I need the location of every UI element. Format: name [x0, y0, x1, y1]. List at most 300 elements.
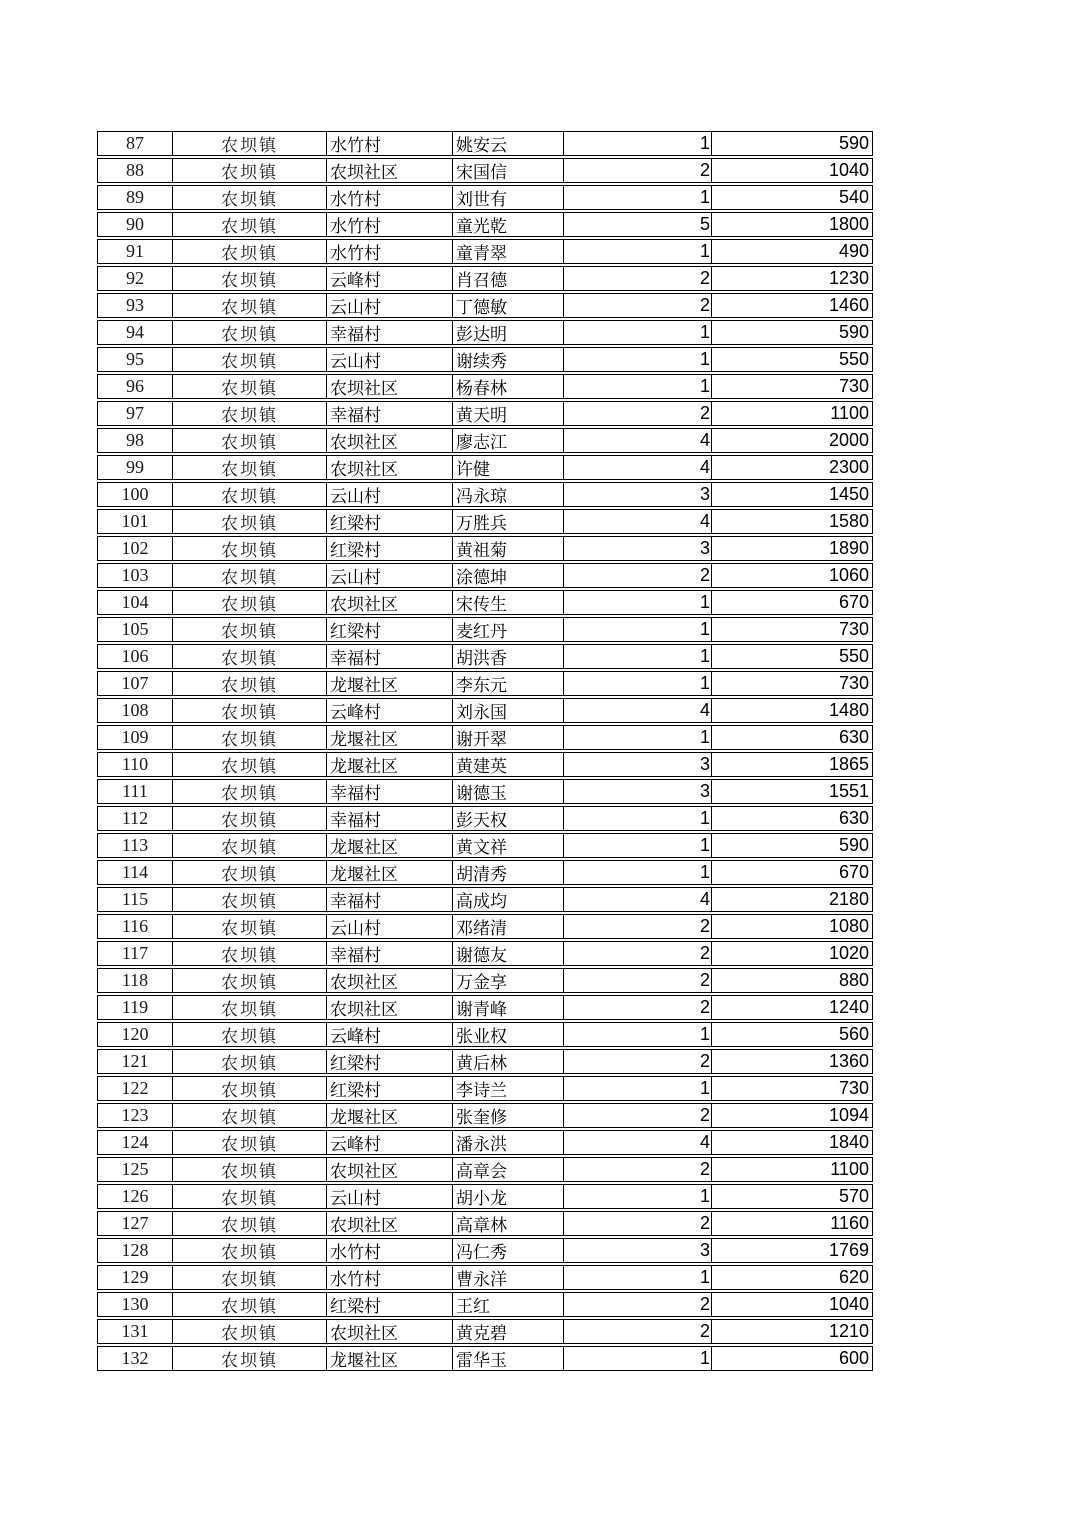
town-cell: 农坝镇 [173, 969, 327, 992]
amount-cell: 670 [838, 862, 869, 882]
amount-cell: 590 [838, 322, 869, 342]
row-number-cell: 123 [98, 1104, 173, 1127]
village-cell: 云峰村 [327, 267, 453, 290]
amount-cell: 490 [838, 241, 869, 261]
town-cell: 农坝镇 [173, 510, 327, 533]
town-cell: 农坝镇 [173, 1185, 327, 1208]
row-number-cell: 131 [98, 1320, 173, 1343]
row-number-cell: 100 [98, 483, 173, 506]
count-cell: 1 [564, 1077, 712, 1100]
amount-cell: 1100 [830, 403, 869, 423]
table-row [97, 1319, 873, 1344]
count-cell: 4 [564, 1131, 712, 1154]
amount-cell: 1480 [828, 700, 869, 720]
row-number-cell: 97 [98, 402, 173, 425]
village-cell: 云山村 [327, 348, 453, 371]
count-cell: 1 [564, 726, 712, 749]
table-row [97, 428, 873, 453]
table-row [97, 671, 873, 696]
person-name-cell: 黄后林 [453, 1050, 564, 1073]
count-cell: 3 [564, 753, 712, 776]
table-row [97, 1211, 873, 1236]
row-number-cell: 114 [98, 861, 173, 884]
person-name-cell: 黄克碧 [453, 1320, 564, 1343]
village-cell: 龙堰社区 [327, 861, 453, 884]
amount-cell: 1800 [828, 214, 869, 234]
table-row [97, 914, 873, 939]
town-cell: 农坝镇 [173, 375, 327, 398]
person-name-cell: 胡小龙 [453, 1185, 564, 1208]
table-row [97, 293, 873, 318]
count-cell: 2 [564, 1050, 712, 1073]
village-cell: 龙堰社区 [327, 1104, 453, 1127]
row-number-cell: 99 [98, 456, 173, 479]
person-name-cell: 胡清秀 [453, 861, 564, 884]
amount-cell: 730 [838, 376, 869, 396]
count-cell: 2 [564, 1104, 712, 1127]
village-cell: 云山村 [327, 294, 453, 317]
person-name-cell: 高成均 [453, 888, 564, 911]
count-cell: 1 [564, 186, 712, 209]
person-name-cell: 谢续秀 [453, 348, 564, 371]
village-cell: 水竹村 [327, 1239, 453, 1262]
table-row [97, 563, 873, 588]
row-number-cell: 116 [98, 915, 173, 938]
count-cell: 1 [564, 1023, 712, 1046]
count-cell: 2 [564, 294, 712, 317]
row-number-cell: 87 [98, 132, 173, 155]
person-name-cell: 姚安云 [453, 132, 564, 155]
person-name-cell: 童光乾 [453, 213, 564, 236]
amount-cell: 670 [838, 592, 869, 612]
person-name-cell: 宋国信 [453, 159, 564, 182]
village-cell: 幸福村 [327, 402, 453, 425]
town-cell: 农坝镇 [173, 267, 327, 290]
table-row [97, 1130, 873, 1155]
table-row [97, 1346, 873, 1371]
village-cell: 云山村 [327, 483, 453, 506]
town-cell: 农坝镇 [173, 1239, 327, 1262]
row-number-cell: 88 [98, 159, 173, 182]
row-number-cell: 128 [98, 1239, 173, 1262]
amount-cell: 1840 [828, 1132, 869, 1152]
table-row [97, 941, 873, 966]
row-number-cell: 120 [98, 1023, 173, 1046]
person-name-cell: 童青翠 [453, 240, 564, 263]
table-row [97, 887, 873, 912]
row-number-cell: 130 [98, 1293, 173, 1316]
table-row [97, 1049, 873, 1074]
table-row [97, 1292, 873, 1317]
village-cell: 水竹村 [327, 213, 453, 236]
village-cell: 农坝社区 [327, 159, 453, 182]
amount-cell: 730 [838, 673, 869, 693]
person-name-cell: 麦红丹 [453, 618, 564, 641]
count-cell: 2 [564, 402, 712, 425]
row-number-cell: 129 [98, 1266, 173, 1289]
person-name-cell: 雷华玉 [453, 1347, 564, 1370]
table-row [97, 374, 873, 399]
count-cell: 1 [564, 672, 712, 695]
village-cell: 农坝社区 [327, 591, 453, 614]
count-cell: 1 [564, 834, 712, 857]
amount-cell: 1450 [828, 484, 869, 504]
village-cell: 农坝社区 [327, 429, 453, 452]
person-name-cell: 谢开翠 [453, 726, 564, 749]
row-number-cell: 111 [98, 780, 173, 803]
count-cell: 1 [564, 240, 712, 263]
village-cell: 幸福村 [327, 888, 453, 911]
table-row [97, 617, 873, 642]
table-row [97, 482, 873, 507]
count-cell: 3 [564, 483, 712, 506]
village-cell: 幸福村 [327, 942, 453, 965]
amount-cell: 590 [838, 133, 869, 153]
amount-cell: 1230 [828, 268, 869, 288]
town-cell: 农坝镇 [173, 402, 327, 425]
table-row [97, 455, 873, 480]
village-cell: 云山村 [327, 1185, 453, 1208]
village-cell: 幸福村 [327, 807, 453, 830]
village-cell: 云峰村 [327, 1131, 453, 1154]
row-number-cell: 118 [98, 969, 173, 992]
town-cell: 农坝镇 [173, 618, 327, 641]
person-name-cell: 冯仁秀 [453, 1239, 564, 1262]
count-cell: 2 [564, 159, 712, 182]
amount-cell: 1020 [828, 943, 869, 963]
amount-cell: 1210 [828, 1321, 869, 1341]
person-name-cell: 胡洪香 [453, 645, 564, 668]
town-cell: 农坝镇 [173, 564, 327, 587]
row-number-cell: 121 [98, 1050, 173, 1073]
person-name-cell: 邓绪清 [453, 915, 564, 938]
count-cell: 1 [564, 132, 712, 155]
count-cell: 2 [564, 942, 712, 965]
table-row [97, 752, 873, 777]
beneficiary-table [97, 131, 873, 1373]
amount-cell: 880 [838, 970, 869, 990]
town-cell: 农坝镇 [173, 1320, 327, 1343]
count-cell: 1 [564, 1347, 712, 1370]
person-name-cell: 许健 [453, 456, 564, 479]
village-cell: 农坝社区 [327, 375, 453, 398]
town-cell: 农坝镇 [173, 132, 327, 155]
amount-cell: 540 [838, 187, 869, 207]
amount-cell: 730 [838, 1078, 869, 1098]
table-row [97, 968, 873, 993]
town-cell: 农坝镇 [173, 213, 327, 236]
amount-cell: 1240 [828, 997, 869, 1017]
town-cell: 农坝镇 [173, 1131, 327, 1154]
town-cell: 农坝镇 [173, 483, 327, 506]
person-name-cell: 谢德玉 [453, 780, 564, 803]
table-row [97, 1076, 873, 1101]
count-cell: 2 [564, 1293, 712, 1316]
row-number-cell: 96 [98, 375, 173, 398]
row-number-cell: 102 [98, 537, 173, 560]
village-cell: 红梁村 [327, 1050, 453, 1073]
amount-cell: 1040 [828, 160, 869, 180]
count-cell: 3 [564, 537, 712, 560]
amount-cell: 730 [838, 619, 869, 639]
town-cell: 农坝镇 [173, 915, 327, 938]
table-row [97, 266, 873, 291]
table-row [97, 158, 873, 183]
row-number-cell: 125 [98, 1158, 173, 1181]
village-cell: 农坝社区 [327, 456, 453, 479]
row-number-cell: 109 [98, 726, 173, 749]
row-number-cell: 89 [98, 186, 173, 209]
town-cell: 农坝镇 [173, 1023, 327, 1046]
person-name-cell: 黄建英 [453, 753, 564, 776]
table-row [97, 401, 873, 426]
amount-cell: 570 [838, 1186, 869, 1206]
count-cell: 1 [564, 348, 712, 371]
town-cell: 农坝镇 [173, 780, 327, 803]
person-name-cell: 涂德坤 [453, 564, 564, 587]
row-number-cell: 132 [98, 1347, 173, 1370]
row-number-cell: 119 [98, 996, 173, 1019]
amount-cell: 1865 [828, 754, 869, 774]
town-cell: 农坝镇 [173, 1347, 327, 1370]
count-cell: 1 [564, 861, 712, 884]
table-row [97, 1265, 873, 1290]
town-cell: 农坝镇 [173, 996, 327, 1019]
village-cell: 幸福村 [327, 321, 453, 344]
count-cell: 4 [564, 699, 712, 722]
table-row [97, 1103, 873, 1128]
town-cell: 农坝镇 [173, 834, 327, 857]
row-number-cell: 103 [98, 564, 173, 587]
row-number-cell: 127 [98, 1212, 173, 1235]
count-cell: 1 [564, 645, 712, 668]
person-name-cell: 张奎修 [453, 1104, 564, 1127]
person-name-cell: 谢青峰 [453, 996, 564, 1019]
table-row [97, 725, 873, 750]
town-cell: 农坝镇 [173, 645, 327, 668]
row-number-cell: 107 [98, 672, 173, 695]
table-row [97, 1238, 873, 1263]
town-cell: 农坝镇 [173, 186, 327, 209]
amount-cell: 630 [838, 727, 869, 747]
person-name-cell: 张业权 [453, 1023, 564, 1046]
village-cell: 农坝社区 [327, 969, 453, 992]
row-number-cell: 113 [98, 834, 173, 857]
count-cell: 5 [564, 213, 712, 236]
table-row [97, 239, 873, 264]
row-number-cell: 112 [98, 807, 173, 830]
village-cell: 红梁村 [327, 537, 453, 560]
table-row [97, 212, 873, 237]
village-cell: 水竹村 [327, 186, 453, 209]
row-number-cell: 98 [98, 429, 173, 452]
person-name-cell: 黄天明 [453, 402, 564, 425]
amount-cell: 560 [838, 1024, 869, 1044]
town-cell: 农坝镇 [173, 1212, 327, 1235]
row-number-cell: 115 [98, 888, 173, 911]
table-row [97, 536, 873, 561]
town-cell: 农坝镇 [173, 753, 327, 776]
count-cell: 2 [564, 915, 712, 938]
village-cell: 龙堰社区 [327, 726, 453, 749]
table-row [97, 131, 873, 156]
town-cell: 农坝镇 [173, 456, 327, 479]
town-cell: 农坝镇 [173, 321, 327, 344]
count-cell: 3 [564, 1239, 712, 1262]
person-name-cell: 杨春林 [453, 375, 564, 398]
row-number-cell: 122 [98, 1077, 173, 1100]
table-row [97, 833, 873, 858]
table-row [97, 185, 873, 210]
town-cell: 农坝镇 [173, 699, 327, 722]
amount-cell: 1580 [828, 511, 869, 531]
table-row [97, 995, 873, 1020]
person-name-cell: 宋传生 [453, 591, 564, 614]
count-cell: 4 [564, 888, 712, 911]
amount-cell: 550 [838, 349, 869, 369]
amount-cell: 1080 [828, 916, 869, 936]
town-cell: 农坝镇 [173, 159, 327, 182]
village-cell: 水竹村 [327, 132, 453, 155]
person-name-cell: 高章会 [453, 1158, 564, 1181]
table-row [97, 320, 873, 345]
village-cell: 龙堰社区 [327, 753, 453, 776]
village-cell: 红梁村 [327, 510, 453, 533]
table-row [97, 806, 873, 831]
person-name-cell: 丁德敏 [453, 294, 564, 317]
town-cell: 农坝镇 [173, 1293, 327, 1316]
town-cell: 农坝镇 [173, 240, 327, 263]
amount-cell: 1769 [828, 1240, 869, 1260]
person-name-cell: 彭达明 [453, 321, 564, 344]
person-name-cell: 谢德友 [453, 942, 564, 965]
village-cell: 云峰村 [327, 1023, 453, 1046]
amount-cell: 2180 [828, 889, 869, 909]
count-cell: 2 [564, 267, 712, 290]
amount-cell: 1551 [828, 781, 869, 801]
village-cell: 云山村 [327, 564, 453, 587]
person-name-cell: 高章林 [453, 1212, 564, 1235]
amount-cell: 590 [838, 835, 869, 855]
person-name-cell: 刘世有 [453, 186, 564, 209]
village-cell: 农坝社区 [327, 1320, 453, 1343]
person-name-cell: 黄文祥 [453, 834, 564, 857]
row-number-cell: 101 [98, 510, 173, 533]
row-number-cell: 104 [98, 591, 173, 614]
amount-cell: 2300 [828, 457, 869, 477]
amount-cell: 1094 [828, 1105, 869, 1125]
row-number-cell: 105 [98, 618, 173, 641]
table-row [97, 698, 873, 723]
table-row [97, 1022, 873, 1047]
count-cell: 4 [564, 456, 712, 479]
amount-cell: 1460 [828, 295, 869, 315]
row-number-cell: 106 [98, 645, 173, 668]
table-row [97, 860, 873, 885]
count-cell: 1 [564, 618, 712, 641]
village-cell: 农坝社区 [327, 996, 453, 1019]
amount-cell: 2000 [828, 430, 869, 450]
village-cell: 红梁村 [327, 618, 453, 641]
count-cell: 1 [564, 321, 712, 344]
person-name-cell: 李东元 [453, 672, 564, 695]
town-cell: 农坝镇 [173, 348, 327, 371]
town-cell: 农坝镇 [173, 591, 327, 614]
row-number-cell: 91 [98, 240, 173, 263]
person-name-cell: 彭天权 [453, 807, 564, 830]
village-cell: 水竹村 [327, 1266, 453, 1289]
amount-cell: 1100 [830, 1159, 869, 1179]
amount-cell: 550 [838, 646, 869, 666]
count-cell: 2 [564, 564, 712, 587]
person-name-cell: 李诗兰 [453, 1077, 564, 1100]
village-cell: 云山村 [327, 915, 453, 938]
town-cell: 农坝镇 [173, 888, 327, 911]
town-cell: 农坝镇 [173, 429, 327, 452]
count-cell: 1 [564, 591, 712, 614]
village-cell: 农坝社区 [327, 1212, 453, 1235]
count-cell: 2 [564, 1320, 712, 1343]
person-name-cell: 万胜兵 [453, 510, 564, 533]
town-cell: 农坝镇 [173, 807, 327, 830]
count-cell: 3 [564, 780, 712, 803]
count-cell: 4 [564, 429, 712, 452]
town-cell: 农坝镇 [173, 861, 327, 884]
table-row [97, 1157, 873, 1182]
person-name-cell: 肖召德 [453, 267, 564, 290]
count-cell: 2 [564, 996, 712, 1019]
person-name-cell: 刘永国 [453, 699, 564, 722]
table-row [97, 590, 873, 615]
town-cell: 农坝镇 [173, 1266, 327, 1289]
row-number-cell: 117 [98, 942, 173, 965]
person-name-cell: 潘永洪 [453, 1131, 564, 1154]
table-row [97, 509, 873, 534]
row-number-cell: 95 [98, 348, 173, 371]
village-cell: 红梁村 [327, 1077, 453, 1100]
amount-cell: 1040 [828, 1294, 869, 1314]
count-cell: 2 [564, 1158, 712, 1181]
count-cell: 1 [564, 1185, 712, 1208]
amount-cell: 620 [838, 1267, 869, 1287]
town-cell: 农坝镇 [173, 537, 327, 560]
count-cell: 1 [564, 1266, 712, 1289]
town-cell: 农坝镇 [173, 1077, 327, 1100]
amount-cell: 1060 [828, 565, 869, 585]
village-cell: 农坝社区 [327, 1158, 453, 1181]
amount-cell: 1360 [828, 1051, 869, 1071]
village-cell: 幸福村 [327, 780, 453, 803]
town-cell: 农坝镇 [173, 1158, 327, 1181]
row-number-cell: 94 [98, 321, 173, 344]
person-name-cell: 黄祖菊 [453, 537, 564, 560]
person-name-cell: 冯永琼 [453, 483, 564, 506]
amount-cell: 1890 [828, 538, 869, 558]
town-cell: 农坝镇 [173, 1104, 327, 1127]
row-number-cell: 110 [98, 753, 173, 776]
village-cell: 幸福村 [327, 645, 453, 668]
table-row [97, 1184, 873, 1209]
row-number-cell: 124 [98, 1131, 173, 1154]
row-number-cell: 126 [98, 1185, 173, 1208]
village-cell: 龙堰社区 [327, 672, 453, 695]
village-cell: 云峰村 [327, 699, 453, 722]
row-number-cell: 108 [98, 699, 173, 722]
person-name-cell: 万金享 [453, 969, 564, 992]
town-cell: 农坝镇 [173, 672, 327, 695]
count-cell: 4 [564, 510, 712, 533]
table-row [97, 644, 873, 669]
